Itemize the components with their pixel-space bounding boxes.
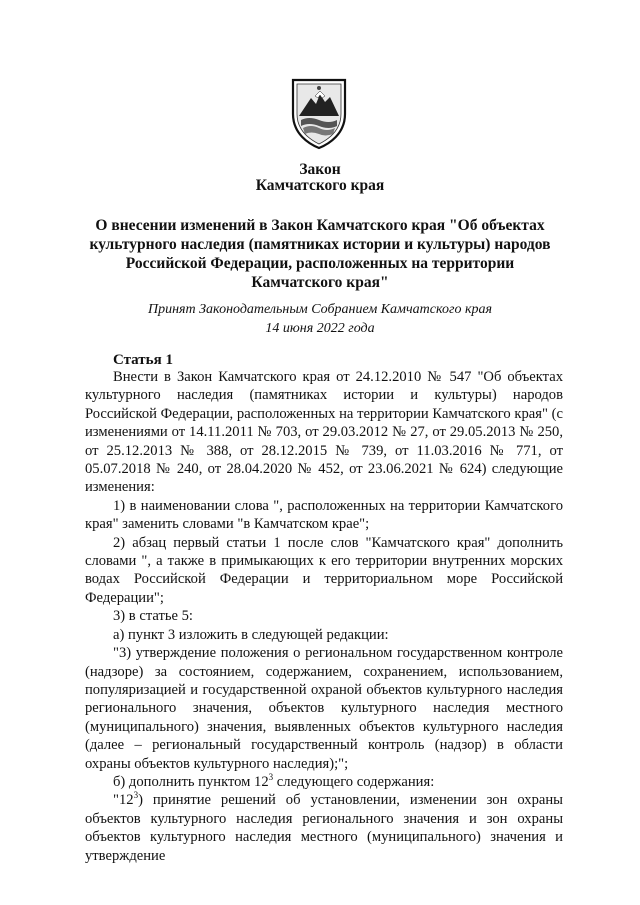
doc-type: Закон [299, 161, 341, 178]
paragraph-text: "12 [113, 792, 134, 809]
article-paragraph: 2) абзац первый статьи 1 после слов "Камчатского края" дополнить словами ", а также в примыкающих к его территории внутренних морских водах Российской Федерации и территориальном море Российской Федерации"; [85, 534, 563, 606]
doc-title-line: О внесении изменений в Закон Камчатского края "Об объектах [95, 217, 545, 234]
adoption-date: 14 июня 2022 года [265, 321, 375, 336]
article-paragraph: 1) в наименовании слова ", расположенных на территории Камчатского края" заменить словами "в Камчатском крае"; [85, 497, 563, 533]
superscript-number: 3 [133, 790, 139, 801]
article-paragraph: "3) утверждение положения о региональном государственном контроле (надзоре) за состоянием, содержанием, сохранением, использованием, популяризацией и государственной охраной объектов культурного наследия регионального значения, объектов культурного наследия местного (муниципального) значения, выявленных объектов культурного наследия (далее – региональный государственный контроль (надзор) в области охраны объектов культурного наследия);"; [85, 645, 563, 772]
doc-title-line: Камчатского края" [251, 274, 389, 291]
article-paragraph: Внести в Закон Камчатского края от 24.12.2010 № 547 "Об объектах культурного наследия (памятниках истории и культуры) народов Российской Федерации, расположенных на территории Камчатского края" (с изменениями от 14.11.2011 № 703, от 29.03.2012 № 27, от 29.05.2013 № 250, от 25.12.2013 № 388, от 28.12.2015 № 739, от 11.03.2016 № 771, от 05.07.2018 № 240, от 28.04.2020 № 452, от 23.06.2021 № 624) следующие изменения: [85, 369, 563, 496]
article-paragraph: а) пункт 3 изложить в следующей редакции: [113, 626, 389, 643]
doc-title [60, 216, 580, 292]
paragraph-text: б) дополнить пунктом 12 [113, 773, 269, 790]
article-paragraph: 3) в статье 5: [113, 608, 193, 625]
paragraph-text: ) принятие решений об установлении, изменении зон охраны объектов культурного наследия регионального значения и зон охраны объектов культурного наследия местного (муниципального) значения и утверждение [85, 792, 563, 864]
doc-title-line: Российской Федерации, расположенных на территории [125, 255, 515, 272]
article-body [85, 368, 563, 865]
article-paragraph [85, 791, 563, 865]
doc-region: Камчатского края [255, 177, 385, 194]
adoption-note [60, 300, 580, 338]
article-heading: Статья 1 [113, 352, 173, 368]
article-paragraph [85, 773, 563, 791]
superscript-number: 3 [268, 772, 274, 783]
paragraph-text: следующего содержания: [273, 773, 435, 790]
kamchatka-coat-of-arms-icon [289, 74, 349, 150]
adoption-line: Принят Законодательным Собранием Камчатского края [147, 302, 493, 317]
doc-title-line: культурного наследия (памятниках истории и культуры) народов [89, 236, 551, 253]
